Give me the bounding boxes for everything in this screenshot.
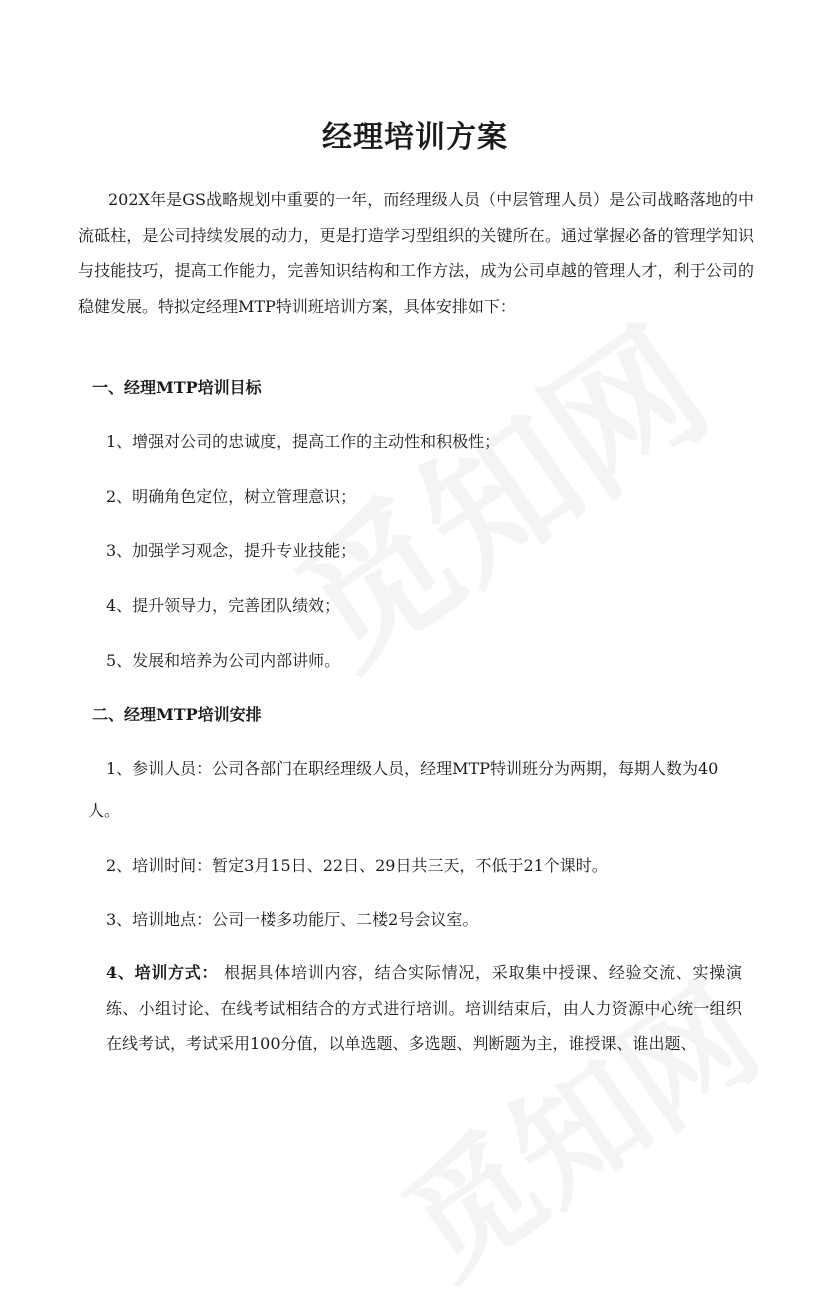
list-item-text: 根据具体培训内容，结合实际情况，采取集中授课、经验交流、实操演练、小组讨论、在线考试相结合的方式进行培训。培训结束后，由人力资源中心统一组织在线考试，考试采用100分值，以单选题、多选题、判断题为主，谁授课、谁出题、 [106,963,742,1053]
list-item: 3、培训地点：公司一楼多功能厅、二楼2号会议室。 [106,910,479,929]
list-item: 3、加强学习观念，提升专业技能； [106,541,357,560]
list-item [106,955,742,1062]
list-item: 1、参训人员：公司各部门在职经理级人员，经理MTP特训班分为两期，每期人数为40 [106,759,719,778]
list-item: 2、培训时间：暂定3月15日、22日、29日共三天，不低于21个课时。 [106,856,608,875]
list-item: 1、增强对公司的忠诚度，提高工作的主动性和积极性； [106,432,501,451]
document-title: 经理培训方案 [322,120,508,155]
list-item: 4、提升领导力，完善团队绩效； [106,596,341,615]
intro-paragraph: 202X年是GS战略规划中重要的一年，而经理级人员（中层管理人员）是公司战略落地的中流砥柱，是公司持续发展的动力，更是打造学习型组织的关键所在。通过掌握必备的管理学知识与技能技巧，提高工作能力，完善知识结构和工作方法，成为公司卓越的管理人才，利于公司的稳健发展。特拟定经理MTP特训班培训方案，具体安排如下： [78,190,754,316]
list-item-continuation: 人。 [88,801,121,820]
list-item: 5、发展和培养为公司内部讲师。 [106,651,341,670]
list-item-label: 4、培训方式： [106,963,219,982]
section-heading: 二、经理MTP培训安排 [92,705,262,724]
section-heading: 一、经理MTP培训目标 [92,378,262,397]
list-item: 2、明确角色定位，树立管理意识； [106,487,357,506]
